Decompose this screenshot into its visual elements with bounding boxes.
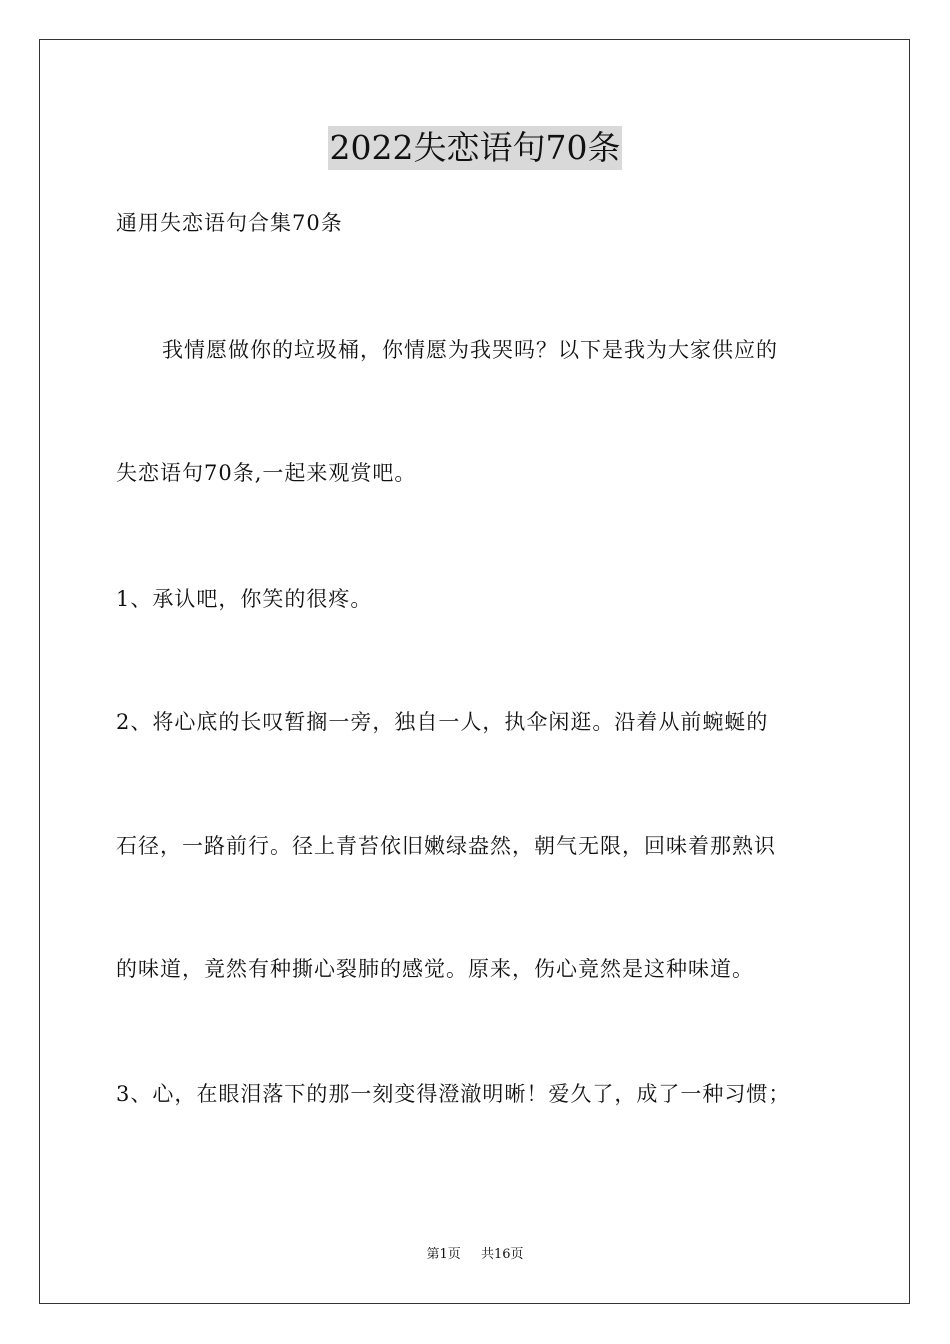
document-title: 2022失恋语句70条: [328, 126, 623, 170]
paragraph-line: 石径，一路前行。径上青苔依旧嫩绿盎然，朝气无限，回味着那熟识: [116, 834, 776, 858]
document-title-wrap: [0, 126, 950, 170]
paragraph-line: 3、心，在眼泪落下的那一刻变得澄澈明晰！爱久了，成了一种习惯；: [116, 1082, 791, 1106]
page-total: 共16页: [480, 1247, 524, 1262]
paragraph-line: 的味道，竟然有种撕心裂肺的感觉。原来，伤心竟然是这种味道。: [116, 957, 754, 981]
page-number: 第1页: [426, 1247, 461, 1262]
document-subtitle: 通用失恋语句合集70条: [116, 211, 343, 235]
paragraph-line: 1、承认吧，你笑的很疼。: [116, 587, 373, 611]
paragraph-line: 失恋语句70条,一起来观赏吧。: [116, 461, 417, 485]
page-footer: [0, 1246, 950, 1264]
paragraph-line: 2、将心底的长叹暂搁一旁，独自一人，执伞闲逛。沿着从前蜿蜒的: [116, 710, 769, 734]
paragraph-line: 我情愿做你的垃圾桶，你情愿为我哭吗？以下是我为大家供应的: [162, 338, 778, 362]
